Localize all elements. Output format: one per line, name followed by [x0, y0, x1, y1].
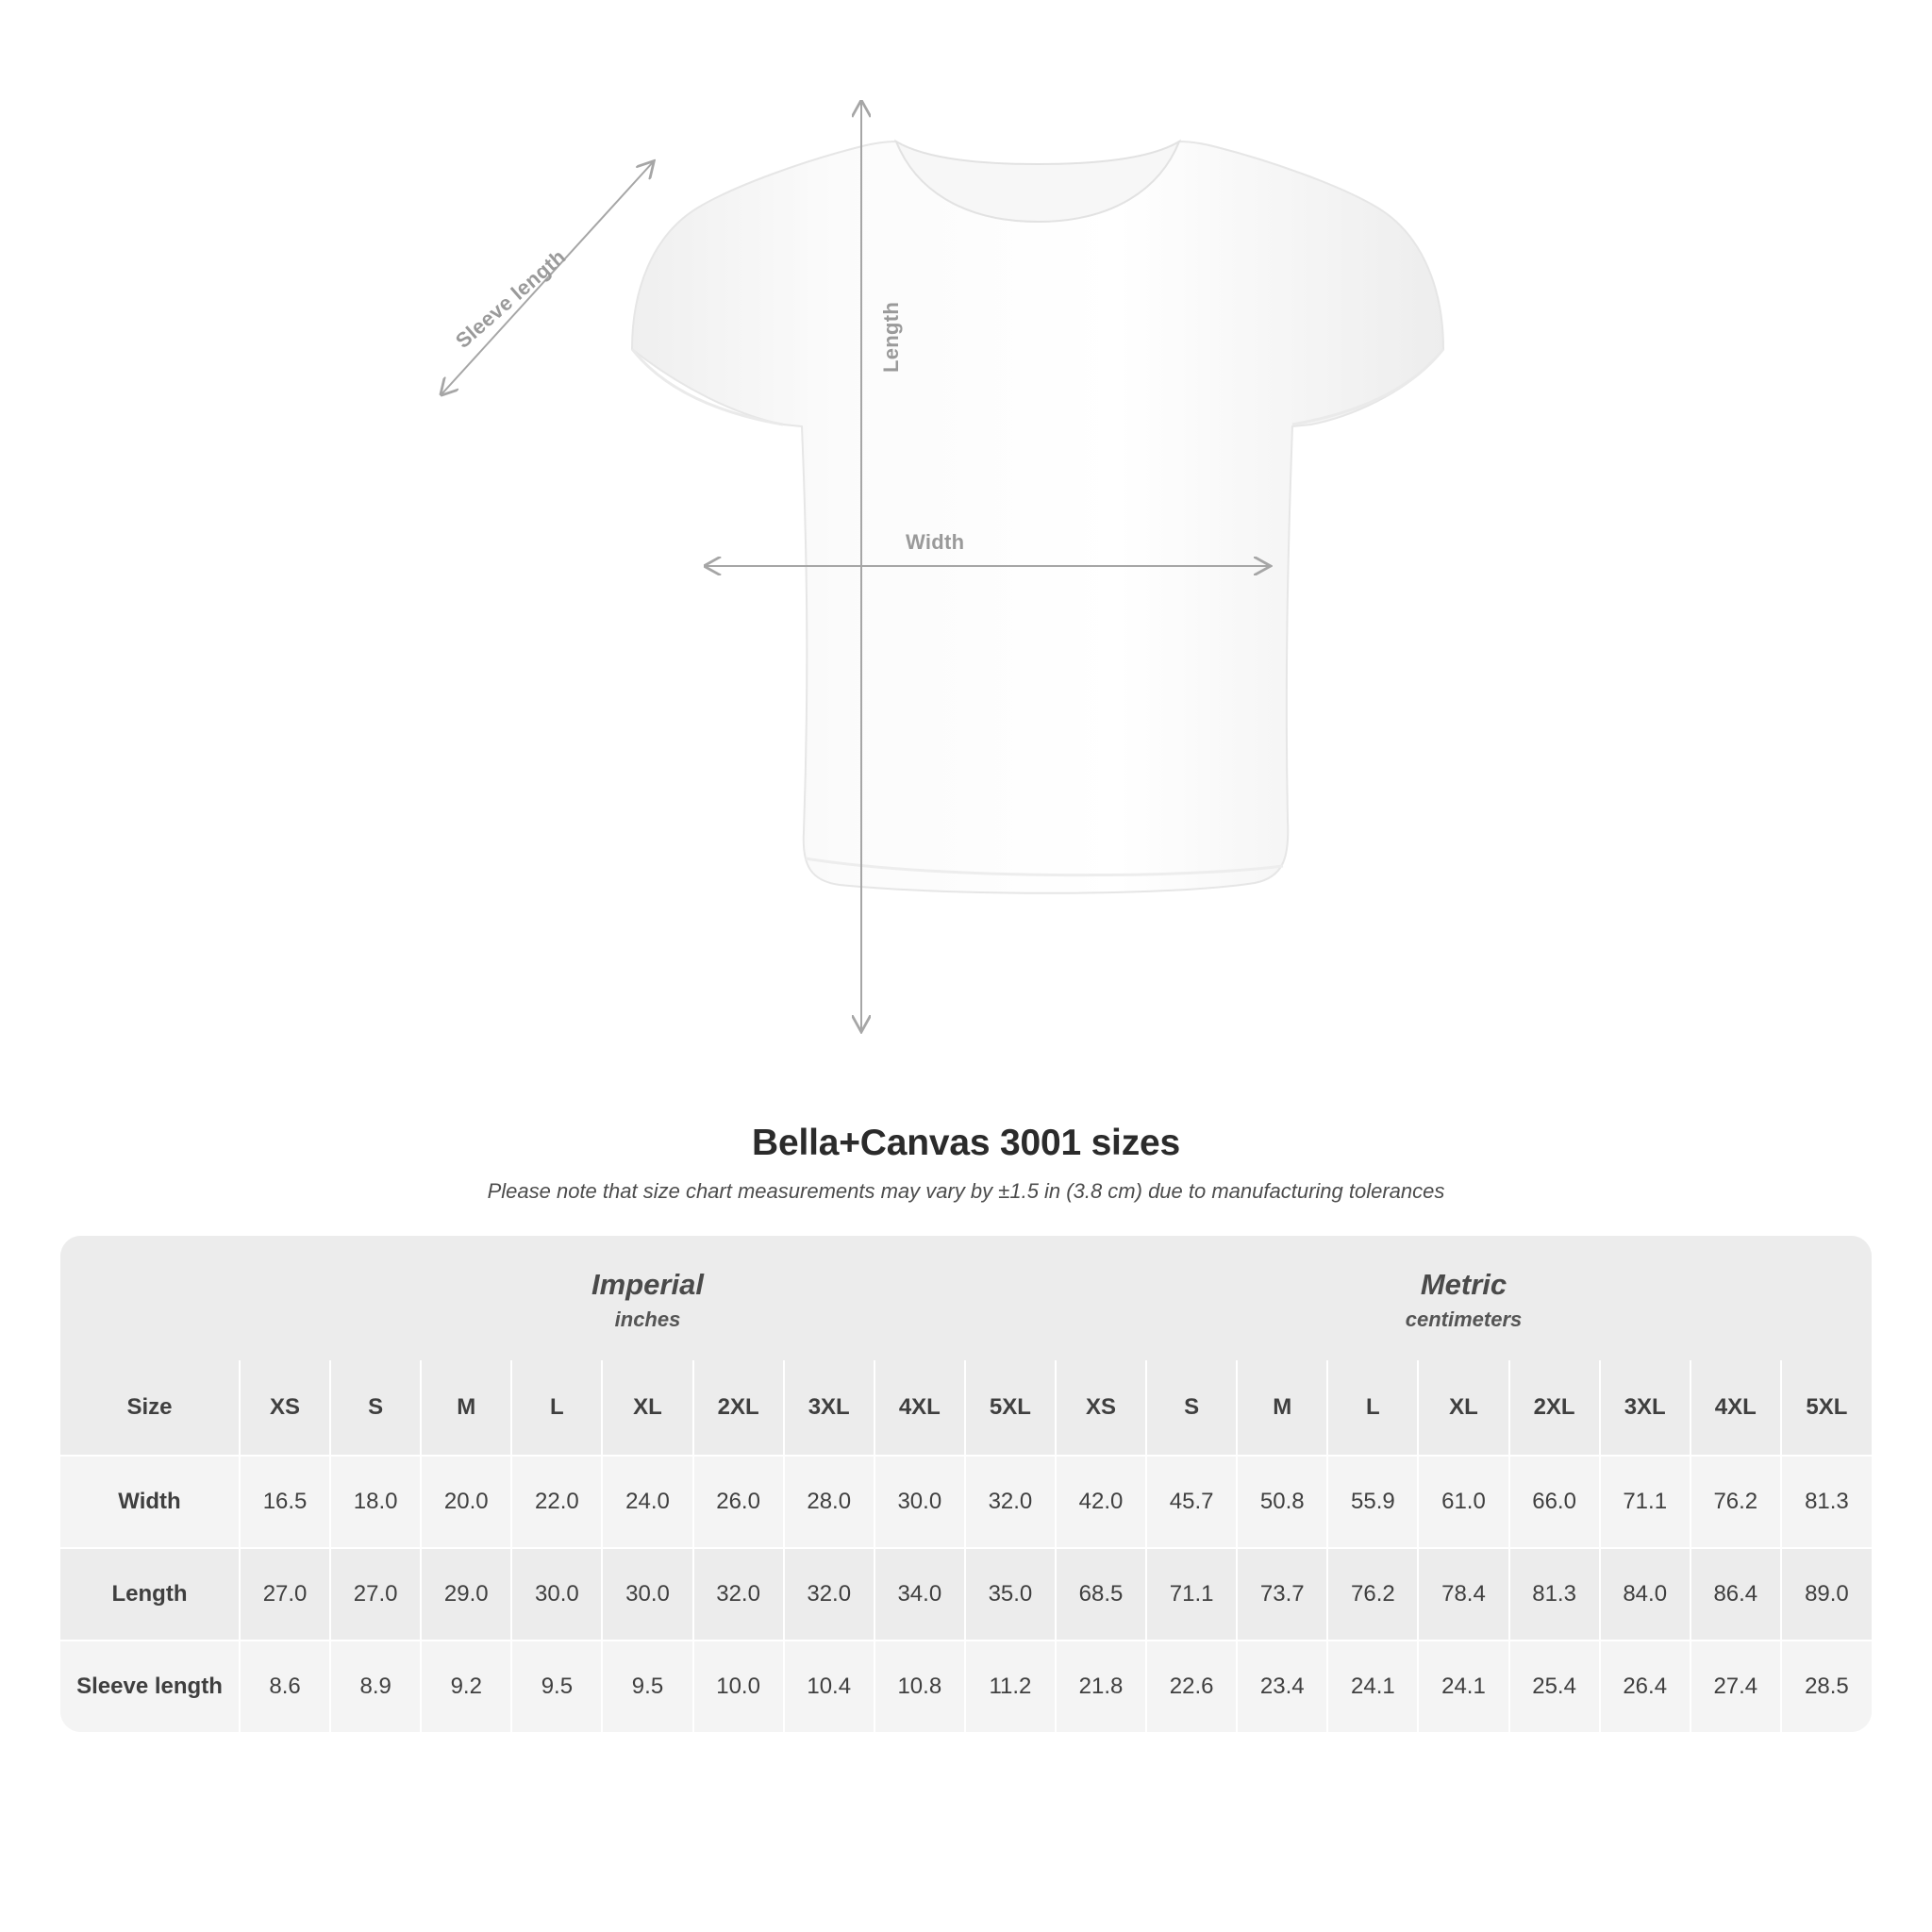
column-header-size-1: S: [330, 1360, 421, 1456]
unit-name-imperial: Imperial: [591, 1268, 704, 1301]
title-block: [0, 1123, 1932, 1204]
cell-sleeve-7: 10.8: [874, 1641, 965, 1732]
cell-width-12: 55.9: [1327, 1456, 1418, 1548]
cell-width-3: 22.0: [511, 1456, 602, 1548]
cell-length-11: 73.7: [1237, 1548, 1327, 1641]
column-header-size-14: 2XL: [1509, 1360, 1600, 1456]
cell-length-1: 27.0: [330, 1548, 421, 1641]
row-label-length: Length: [60, 1548, 240, 1641]
column-header-size: Size: [60, 1360, 240, 1456]
cell-length-7: 34.0: [874, 1548, 965, 1641]
cell-sleeve-15: 26.4: [1600, 1641, 1690, 1732]
cell-width-4: 24.0: [602, 1456, 692, 1548]
column-header-size-17: 5XL: [1781, 1360, 1872, 1456]
label-width: Width: [906, 530, 965, 554]
cell-sleeve-10: 22.6: [1146, 1641, 1237, 1732]
cell-sleeve-2: 9.2: [421, 1641, 511, 1732]
table-row: [60, 1456, 1872, 1548]
cell-length-13: 78.4: [1418, 1548, 1508, 1641]
cell-length-12: 76.2: [1327, 1548, 1418, 1641]
column-header-size-5: 2XL: [693, 1360, 784, 1456]
column-header-size-13: XL: [1418, 1360, 1508, 1456]
row-label-sleeve-length: Sleeve length: [60, 1641, 240, 1732]
cell-length-16: 86.4: [1690, 1548, 1781, 1641]
cell-width-15: 71.1: [1600, 1456, 1690, 1548]
unit-header-spacer: [60, 1236, 240, 1360]
cell-length-8: 35.0: [965, 1548, 1056, 1641]
page-title: Bella+Canvas 3001 sizes: [752, 1123, 1180, 1163]
cell-sleeve-8: 11.2: [965, 1641, 1056, 1732]
unit-sub-imperial: inches: [614, 1307, 681, 1331]
cell-width-5: 26.0: [693, 1456, 784, 1548]
size-header-row: [60, 1360, 1872, 1456]
cell-length-17: 89.0: [1781, 1548, 1872, 1641]
label-sleeve-length: Sleeve length: [451, 244, 571, 353]
cell-length-2: 29.0: [421, 1548, 511, 1641]
column-header-size-7: 4XL: [874, 1360, 965, 1456]
column-header-size-6: 3XL: [784, 1360, 874, 1456]
cell-length-9: 68.5: [1056, 1548, 1146, 1641]
column-header-size-9: XS: [1056, 1360, 1146, 1456]
cell-width-8: 32.0: [965, 1456, 1056, 1548]
table-row: [60, 1548, 1872, 1641]
column-header-size-0: XS: [240, 1360, 330, 1456]
cell-sleeve-6: 10.4: [784, 1641, 874, 1732]
cell-sleeve-13: 24.1: [1418, 1641, 1508, 1732]
column-header-size-8: 5XL: [965, 1360, 1056, 1456]
table-row: [60, 1641, 1872, 1732]
column-header-size-16: 4XL: [1690, 1360, 1781, 1456]
cell-length-4: 30.0: [602, 1548, 692, 1641]
column-header-size-15: 3XL: [1600, 1360, 1690, 1456]
size-table: [60, 1236, 1872, 1732]
cell-sleeve-11: 23.4: [1237, 1641, 1327, 1732]
cell-width-14: 66.0: [1509, 1456, 1600, 1548]
cell-length-15: 84.0: [1600, 1548, 1690, 1641]
label-length: Length: [879, 301, 903, 373]
unit-header-row: [60, 1236, 1872, 1360]
column-header-size-2: M: [421, 1360, 511, 1456]
column-header-size-10: S: [1146, 1360, 1237, 1456]
cell-length-10: 71.1: [1146, 1548, 1237, 1641]
cell-sleeve-3: 9.5: [511, 1641, 602, 1732]
cell-sleeve-17: 28.5: [1781, 1641, 1872, 1732]
cell-width-9: 42.0: [1056, 1456, 1146, 1548]
tolerance-note: Please note that size chart measurements may vary by ±1.5 in (3.8 cm) due to manufacturing tolerances: [487, 1179, 1445, 1203]
cell-sleeve-16: 27.4: [1690, 1641, 1781, 1732]
cell-width-7: 30.0: [874, 1456, 965, 1548]
cell-sleeve-1: 8.9: [330, 1641, 421, 1732]
unit-header-imperial: [240, 1236, 1056, 1360]
cell-length-6: 32.0: [784, 1548, 874, 1641]
cell-sleeve-14: 25.4: [1509, 1641, 1600, 1732]
cell-width-2: 20.0: [421, 1456, 511, 1548]
unit-sub-metric: centimeters: [1405, 1307, 1523, 1331]
cell-width-11: 50.8: [1237, 1456, 1327, 1548]
cell-width-10: 45.7: [1146, 1456, 1237, 1548]
cell-sleeve-9: 21.8: [1056, 1641, 1146, 1732]
cell-sleeve-12: 24.1: [1327, 1641, 1418, 1732]
cell-width-1: 18.0: [330, 1456, 421, 1548]
cell-width-0: 16.5: [240, 1456, 330, 1548]
cell-sleeve-5: 10.0: [693, 1641, 784, 1732]
size-table-container: [60, 1236, 1872, 1732]
column-header-size-11: M: [1237, 1360, 1327, 1456]
cell-length-3: 30.0: [511, 1548, 602, 1641]
cell-width-13: 61.0: [1418, 1456, 1508, 1548]
cell-width-6: 28.0: [784, 1456, 874, 1548]
unit-header-metric: [1056, 1236, 1872, 1360]
cell-width-16: 76.2: [1690, 1456, 1781, 1548]
row-label-width: Width: [60, 1456, 240, 1548]
cell-length-14: 81.3: [1509, 1548, 1600, 1641]
column-header-size-3: L: [511, 1360, 602, 1456]
cell-length-5: 32.0: [693, 1548, 784, 1641]
cell-width-17: 81.3: [1781, 1456, 1872, 1548]
column-header-size-12: L: [1327, 1360, 1418, 1456]
cell-sleeve-4: 9.5: [602, 1641, 692, 1732]
cell-sleeve-0: 8.6: [240, 1641, 330, 1732]
column-header-size-4: XL: [602, 1360, 692, 1456]
unit-name-metric: Metric: [1420, 1268, 1507, 1301]
cell-length-0: 27.0: [240, 1548, 330, 1641]
